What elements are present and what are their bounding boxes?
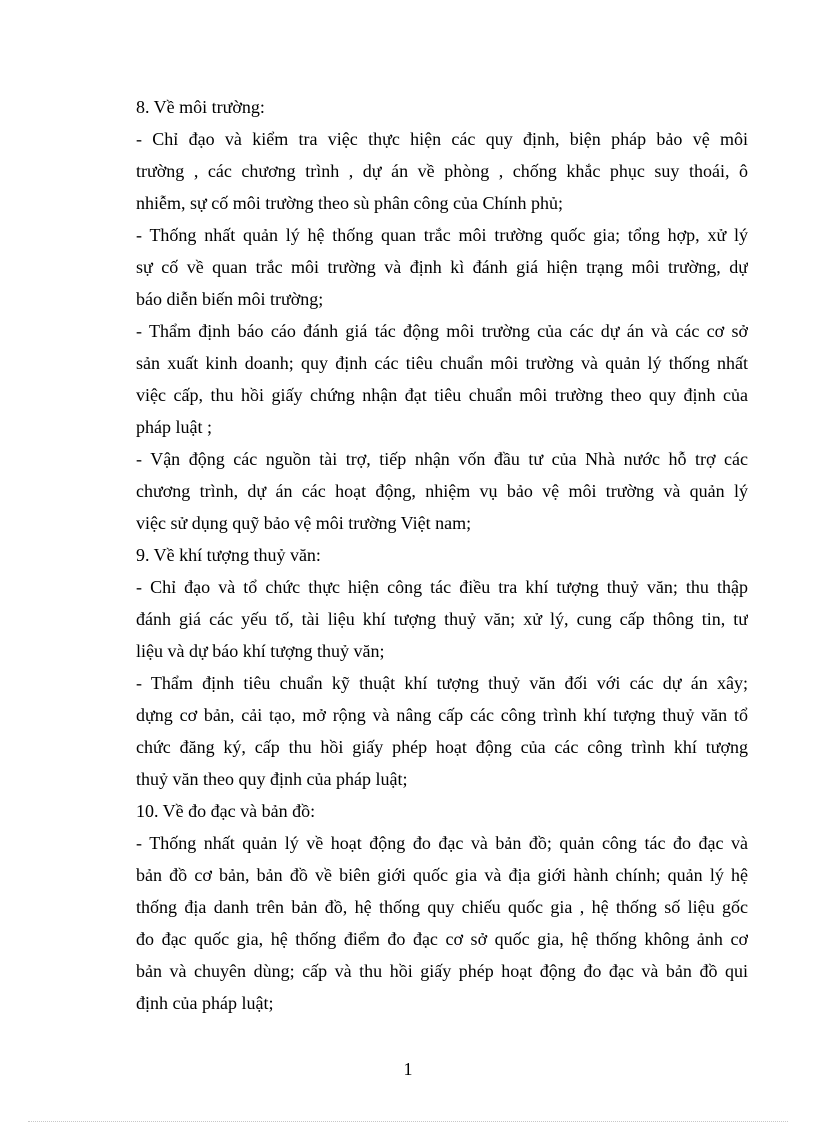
text-line: định của pháp luật;: [136, 993, 274, 1013]
text-line: liệu và dự báo khí tượng thuỷ văn;: [136, 641, 385, 661]
text-line: chương trình, dự án các hoạt động, nhiệm vụ bảo vệ môi trường và quản lý: [136, 481, 748, 501]
text-line: sản xuất kinh doanh; quy định các tiêu chuẩn môi trường và quản lý thống nhất: [136, 353, 748, 373]
text-line: báo diễn biến môi trường;: [136, 289, 324, 309]
section-heading-hydrometeorology: 9. Về khí tượng thuỷ văn:: [136, 545, 321, 565]
text-line: - Thẩm định báo cáo đánh giá tác động môi trường của các dự án và các cơ sở: [136, 321, 748, 341]
text-line: - Vận động các nguồn tài trợ, tiếp nhận vốn đầu tư của Nhà nước hỗ trợ các: [136, 449, 748, 469]
page-bottom-divider: [28, 1121, 788, 1122]
text-line: đánh giá các yếu tố, tài liệu khí tượng thuỷ văn; xử lý, cung cấp thông tin, tư: [136, 609, 748, 629]
page-number: 1: [403, 1059, 413, 1079]
text-line: đo đạc quốc gia, hệ thống điểm đo đạc cơ sở quốc gia, hệ thống không ảnh cơ: [136, 929, 748, 949]
text-line: - Thống nhất quản lý về hoạt động đo đạc và bản đồ; quản công tác đo đạc và: [136, 833, 748, 853]
text-line: trường , các chương trình , dự án về phòng , chống khắc phục suy thoái, ô: [136, 161, 748, 181]
text-line: chức đăng ký, cấp thu hồi giấy phép hoạt động của các công trình khí tượng: [136, 737, 748, 757]
text-line: thuỷ văn theo quy định của pháp luật;: [136, 769, 408, 789]
text-line: thống địa danh trên bản đồ, hệ thống quy chiếu quốc gia , hệ thống số liệu gốc: [136, 897, 748, 917]
text-line: việc cấp, thu hồi giấy chứng nhận đạt tiêu chuẩn môi trường theo quy định của: [136, 385, 748, 405]
text-line: sự cố về quan trắc môi trường và định kì đánh giá hiện trạng môi trường, dự: [136, 257, 748, 277]
text-line: - Chỉ đạo và tổ chức thực hiện công tác điều tra khí tượng thuỷ văn; thu thập: [136, 577, 748, 597]
text-line: pháp luật ;: [136, 417, 212, 437]
text-line: nhiễm, sự cố môi trường theo sù phân công của Chính phủ;: [136, 193, 563, 213]
text-line: dựng cơ bản, cải tạo, mở rộng và nâng cấp các công trình khí tượng thuỷ văn tổ: [136, 705, 748, 725]
text-line: việc sử dụng quỹ bảo vệ môi trường Việt nam;: [136, 513, 472, 533]
text-line: - Chỉ đạo và kiểm tra việc thực hiện các quy định, biện pháp bảo vệ môi: [136, 129, 748, 149]
text-line: bản và chuyên dùng; cấp và thu hồi giấy phép hoạt động đo đạc và bản đồ qui: [136, 961, 748, 981]
section-heading-environment: 8. Về môi trường:: [136, 97, 265, 117]
text-line: bản đồ cơ bản, bản đồ về biên giới quốc gia và địa giới hành chính; quản lý hệ: [136, 865, 748, 885]
text-line: - Thống nhất quản lý hệ thống quan trắc môi trường quốc gia; tổng hợp, xử lý: [136, 225, 748, 245]
body-text: [136, 91, 748, 1019]
section-heading-surveying-mapping: 10. Về đo đạc và bản đồ:: [136, 801, 316, 821]
text-line: - Thẩm định tiêu chuẩn kỹ thuật khí tượng thuỷ văn đối với các dự án xây;: [136, 673, 748, 693]
